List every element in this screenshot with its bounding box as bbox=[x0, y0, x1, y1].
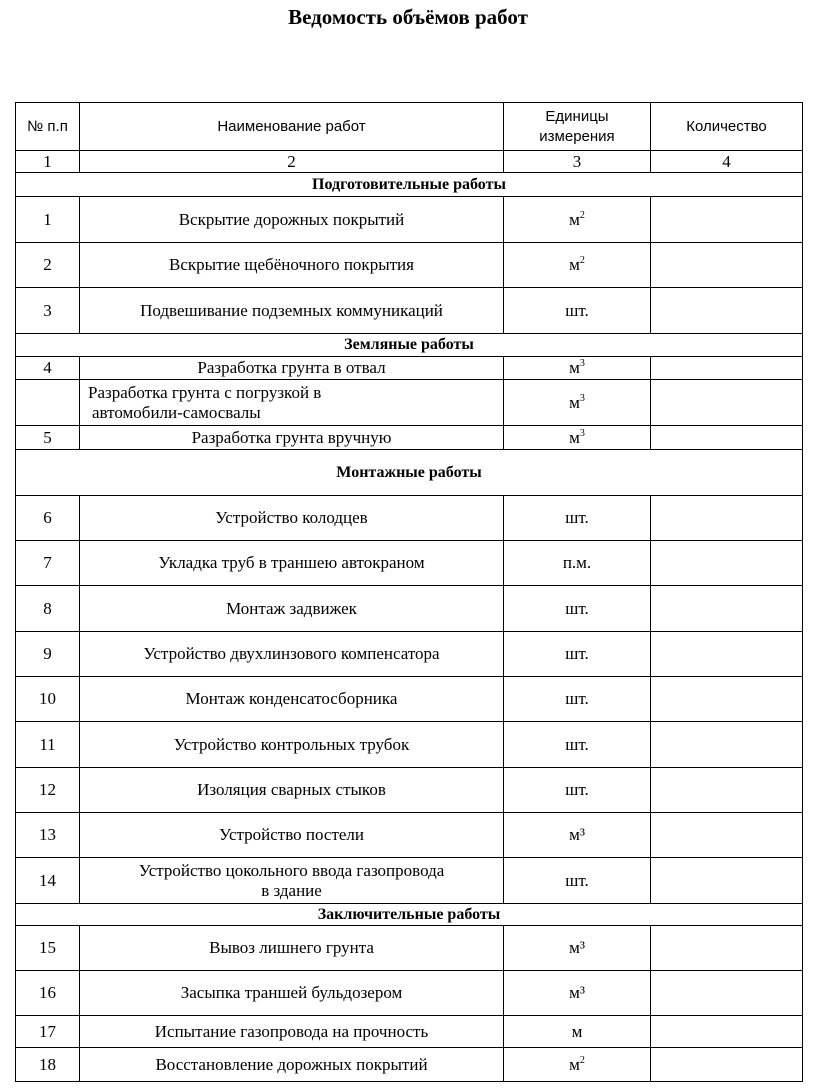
row-num bbox=[16, 380, 80, 426]
row-unit: шт. bbox=[504, 768, 651, 813]
row-unit: п.м. bbox=[504, 541, 651, 586]
unit-text: м bbox=[569, 255, 580, 274]
row-num: 16 bbox=[16, 971, 80, 1016]
row-num: 9 bbox=[16, 632, 80, 677]
row-qty bbox=[651, 813, 803, 858]
row-name: Монтаж задвижек bbox=[80, 586, 504, 632]
row-unit bbox=[504, 243, 651, 288]
column-number: 1 bbox=[16, 151, 80, 173]
table-row bbox=[16, 1016, 803, 1048]
header-row bbox=[16, 103, 803, 151]
unit-exponent: 2 bbox=[579, 209, 585, 221]
row-qty bbox=[651, 197, 803, 243]
row-qty bbox=[651, 586, 803, 632]
table-row bbox=[16, 813, 803, 858]
table-row bbox=[16, 197, 803, 243]
row-name-line: автомобили-самосвалы bbox=[92, 402, 261, 422]
row-num: 5 bbox=[16, 426, 80, 450]
row-num: 11 bbox=[16, 722, 80, 768]
table-row bbox=[16, 632, 803, 677]
row-name-line: Разработка грунта с погрузкой в bbox=[88, 382, 322, 402]
table-row bbox=[16, 426, 803, 450]
row-num: 8 bbox=[16, 586, 80, 632]
row-name: Засыпка траншей бульдозером bbox=[80, 971, 504, 1016]
row-name: Вскрытие дорожных покрытий bbox=[80, 197, 504, 243]
row-unit bbox=[504, 380, 651, 426]
section-row bbox=[16, 450, 803, 496]
row-qty bbox=[651, 632, 803, 677]
row-num: 2 bbox=[16, 243, 80, 288]
unit-exponent: 2 bbox=[579, 1054, 585, 1066]
header-qty: Количество bbox=[651, 103, 803, 151]
table-row bbox=[16, 858, 803, 904]
row-name: Подвешивание подземных коммуникаций bbox=[80, 288, 504, 334]
row-name-line: Устройство цокольного ввода газопровода bbox=[138, 860, 445, 880]
row-unit: шт. bbox=[504, 496, 651, 541]
row-name bbox=[80, 858, 504, 904]
row-qty bbox=[651, 858, 803, 904]
row-unit bbox=[504, 357, 651, 380]
row-qty bbox=[651, 541, 803, 586]
unit-text: м bbox=[569, 209, 580, 229]
works-table bbox=[15, 102, 803, 1082]
row-num: 13 bbox=[16, 813, 80, 858]
row-qty bbox=[651, 926, 803, 971]
unit-exponent: 2 bbox=[579, 255, 585, 266]
table-row bbox=[16, 926, 803, 971]
header-name: Наименование работ bbox=[80, 103, 504, 151]
row-num: 3 bbox=[16, 288, 80, 334]
row-num: 10 bbox=[16, 677, 80, 722]
row-unit: м bbox=[504, 1016, 651, 1048]
table-row bbox=[16, 722, 803, 768]
row-qty bbox=[651, 288, 803, 334]
row-num: 12 bbox=[16, 768, 80, 813]
table-row bbox=[16, 677, 803, 722]
row-unit: шт. bbox=[504, 586, 651, 632]
row-num: 15 bbox=[16, 926, 80, 971]
unit-exponent: 3 bbox=[579, 427, 585, 439]
row-name: Вскрытие щебёночного покрытия bbox=[80, 243, 504, 288]
table-row bbox=[16, 288, 803, 334]
row-num: 18 bbox=[16, 1048, 80, 1082]
row-name bbox=[80, 380, 504, 426]
column-numbers-row bbox=[16, 151, 803, 173]
column-number: 2 bbox=[80, 151, 504, 173]
unit-exponent: 3 bbox=[579, 358, 585, 369]
table-row bbox=[16, 971, 803, 1016]
section-title: Монтажные работы bbox=[16, 450, 803, 496]
section-title: Подготовительные работы bbox=[16, 173, 803, 197]
row-num: 6 bbox=[16, 496, 80, 541]
row-name: Устройство постели bbox=[80, 813, 504, 858]
row-name: Монтаж конденсатосборника bbox=[80, 677, 504, 722]
row-qty bbox=[651, 722, 803, 768]
section-row bbox=[16, 904, 803, 926]
row-qty bbox=[651, 1016, 803, 1048]
row-unit: м³ bbox=[504, 971, 651, 1016]
table-row bbox=[16, 380, 803, 426]
section-title: Земляные работы bbox=[16, 334, 803, 357]
table-row bbox=[16, 586, 803, 632]
row-unit bbox=[504, 426, 651, 450]
table-row bbox=[16, 768, 803, 813]
page-title: Ведомость объёмов работ bbox=[288, 5, 528, 29]
row-name: Испытание газопровода на прочность bbox=[80, 1016, 504, 1048]
row-qty bbox=[651, 1048, 803, 1082]
row-num: 1 bbox=[16, 197, 80, 243]
row-qty bbox=[651, 677, 803, 722]
unit-exponent: 3 bbox=[579, 392, 585, 404]
row-name: Устройство колодцев bbox=[80, 496, 504, 541]
section-row bbox=[16, 334, 803, 357]
table-row bbox=[16, 1048, 803, 1082]
table-row bbox=[16, 496, 803, 541]
row-num: 17 bbox=[16, 1016, 80, 1048]
row-name: Вывоз лишнего грунта bbox=[80, 926, 504, 971]
row-qty bbox=[651, 496, 803, 541]
row-num: 14 bbox=[16, 858, 80, 904]
row-name: Изоляция сварных стыков bbox=[80, 768, 504, 813]
row-unit bbox=[504, 197, 651, 243]
unit-text: м bbox=[569, 1054, 580, 1074]
row-name: Устройство контрольных трубок bbox=[80, 722, 504, 768]
unit-text: м bbox=[569, 427, 580, 447]
column-number: 4 bbox=[651, 151, 803, 173]
row-qty bbox=[651, 357, 803, 380]
row-num: 4 bbox=[16, 357, 80, 380]
row-unit: шт. bbox=[504, 722, 651, 768]
row-qty bbox=[651, 426, 803, 450]
row-name-line: в здание bbox=[261, 880, 322, 900]
row-name: Восстановление дорожных покрытий bbox=[80, 1048, 504, 1082]
row-qty bbox=[651, 971, 803, 1016]
unit-text: м bbox=[569, 392, 580, 412]
row-unit: шт. bbox=[504, 288, 651, 334]
row-name: Устройство двухлинзового компенсатора bbox=[80, 632, 504, 677]
header-unit: Единицы измерения bbox=[504, 103, 651, 151]
row-unit: шт. bbox=[504, 632, 651, 677]
row-qty bbox=[651, 768, 803, 813]
row-num: 7 bbox=[16, 541, 80, 586]
section-title: Заключительные работы bbox=[16, 904, 803, 926]
table-row bbox=[16, 357, 803, 380]
row-unit: м³ bbox=[504, 926, 651, 971]
row-name: Разработка грунта в отвал bbox=[80, 357, 504, 380]
row-unit: м³ bbox=[504, 813, 651, 858]
header-num: № п.п bbox=[16, 103, 80, 151]
table-row bbox=[16, 541, 803, 586]
row-unit: шт. bbox=[504, 677, 651, 722]
row-qty bbox=[651, 243, 803, 288]
column-number: 3 bbox=[504, 151, 651, 173]
table-row bbox=[16, 243, 803, 288]
row-qty bbox=[651, 380, 803, 426]
row-name: Разработка грунта вручную bbox=[80, 426, 504, 450]
row-unit: шт. bbox=[504, 858, 651, 904]
row-name: Укладка труб в траншею автокраном bbox=[80, 541, 504, 586]
unit-text: м bbox=[569, 358, 580, 377]
row-unit bbox=[504, 1048, 651, 1082]
section-row bbox=[16, 173, 803, 197]
